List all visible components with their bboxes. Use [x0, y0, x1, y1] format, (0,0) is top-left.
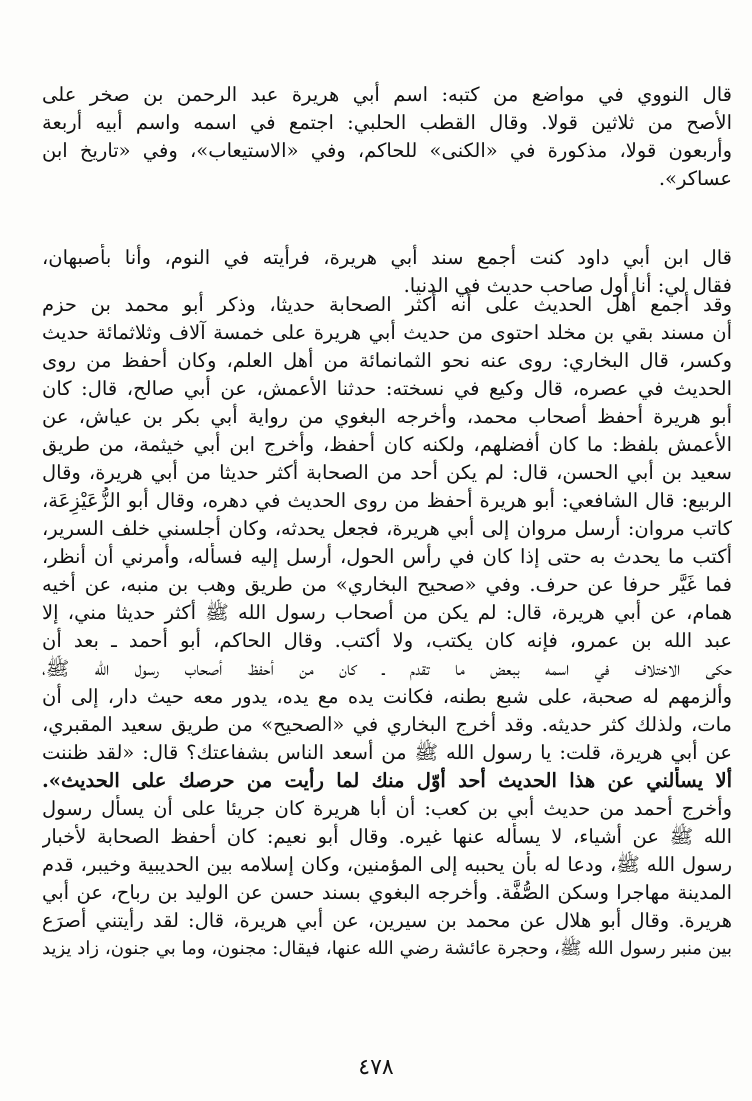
text-line: الربيع: قال الشافعي: أبو هريرة أحفظ من روى الحديث في دهره، وقال أبو الزُّعَيْزِعَة، [42, 489, 732, 512]
text-line: أن مسند بقي بن مخلد احتوى من حديث أبي هريرة على خمسة آلاف وثلاثمائة حديث [42, 321, 732, 344]
page-number: ٤٧٨ [358, 1055, 394, 1080]
text-line: المدينة مهاجرا وسكن الصُّفَّة. وأخرجه البغوي بسند حسن عن الوليد بن رباح، عن أبي [42, 881, 732, 904]
text-line: عساكر». [658, 167, 732, 190]
text-line: أكتب ما يحدث به حتى إذا كان في رأس الحول، أرسل إليه فسأله، وأمرني أن أنظر، [42, 545, 732, 568]
text-line: أبو هريرة أحفظ أصحاب محمد، وأخرجه البغوي من رواية أبي بكر بن عياش، عن [42, 405, 732, 428]
text-line: الأعمش بلفظ: ما كان أفضلهم، ولكنه كان أحفظ، وأخرج ابن أبي خيثمة، من طريق [42, 433, 732, 456]
text-line: سعيد بن أبي الحسن، قال: لم يكن أحد من الصحابة أكثر حديثا من أبي هريرة، وقال [42, 461, 732, 484]
text-line: عن أبي هريرة، قلت: يا رسول الله ﷺ من أسعد الناس بشفاعتك؟ قال: «لقد ظننت [42, 741, 732, 764]
text-line: الحديث في عصره، قال وكيع في نسخته: حدثنا الأعمش، عن أبي صالح، قال: كان [42, 377, 732, 400]
text-line: وأخرج أحمد من حديث أبي بن كعب: أن أبا هريرة كان جريئا على أن يسأل رسول [42, 797, 732, 820]
paragraph-hadith-consensus [42, 291, 732, 963]
text-line: الله ﷺ عن أشياء، لا يسأله عنها غيره. وقال أبو نعيم: كان أحفظ الصحابة لأخبار [42, 825, 732, 848]
text-line: عبد الله بن عمرو، فإنه كان يكتب، ولا أكتب. وقال الحاكم، أبو أحمد ـ بعد أن [42, 629, 732, 652]
text-line: رسول الله ﷺ، ودعا له بأن يحببه إلى المؤمنين، وكان إسلامه بين الحديبية وخيبر، قدم [42, 853, 732, 876]
text-line: كاتب مروان: أرسل مروان إلى أبي هريرة، فجعل يحدثه، وكان أجلسني خلف السرير، [42, 517, 732, 540]
text-line: الأصح من ثلاثين قولا. وقال القطب الحلبي: اجتمع في اسمه واسم أبيه أربعة [42, 111, 732, 134]
text-line: هريرة. وقال أبو هلال عن محمد بن سيرين، عن أبي هريرة، قال: لقد رأيتني أُصرَع [42, 909, 732, 932]
text-line: مات، ولذلك كثر حديثه. وقد أخرج البخاري في «الصحيح» من طريق سعيد المقبري، [42, 713, 732, 736]
text-line: قال ابن أبي داود كنت أجمع سند أبي هريرة، فرأيته في النوم، وأنا بأصبهان، [42, 246, 732, 269]
text-line-bold-quote: ألا يسألني عن هذا الحديث أحد أوّل منك لما رأيت من حرصك على الحديث». [42, 769, 732, 792]
text-line: فما غَيَّر حرفا عن حرف. وفي «صحيح البخاري» من طريق وهب بن منبه، عن أخيه [42, 573, 732, 596]
text-line: بين منبر رسول الله ﷺ، وحجرة عائشة رضي الله عنها، فيقال: مجنون، وما بي جنون، زاد يزيد [42, 938, 732, 959]
text-line: حكى الاختلاف في اسمه ببعض ما تقدم ـ كان من أحفظ أصحاب رسول الله ﷺ، [42, 657, 732, 680]
text-line: وكسر، قال البخاري: روى عنه نحو الثمانمائة من أهل العلم، وكان أحفظ من روى [42, 349, 732, 372]
text-line: فقال لي: أنا أول صاحب حديث في الدنيا. [403, 274, 732, 297]
text-line: همام، عن أبي هريرة، قال: لم يكن من أصحاب رسول الله ﷺ أكثر حديثا مني، إلا [42, 601, 732, 624]
text-line: وأربعون قولا، مذكورة في «الكنى» للحاكم، وفي «الاستيعاب»، وفي «تاريخ ابن [42, 139, 732, 162]
text-line: وقد أجمع أهل الحديث على أنه أكثر الصحابة حديثا، وذكر أبو محمد بن حزم [42, 293, 732, 316]
text-line: وألزمهم له صحبة، على شبع بطنه، فكانت يده مع يده، يدور معه حيث دار، إلى أن [42, 685, 732, 708]
paragraph-nawawi [42, 81, 732, 193]
text-line: قال النووي في مواضع من كتبه: اسم أبي هريرة عبد الرحمن بن صخر على [42, 83, 732, 106]
